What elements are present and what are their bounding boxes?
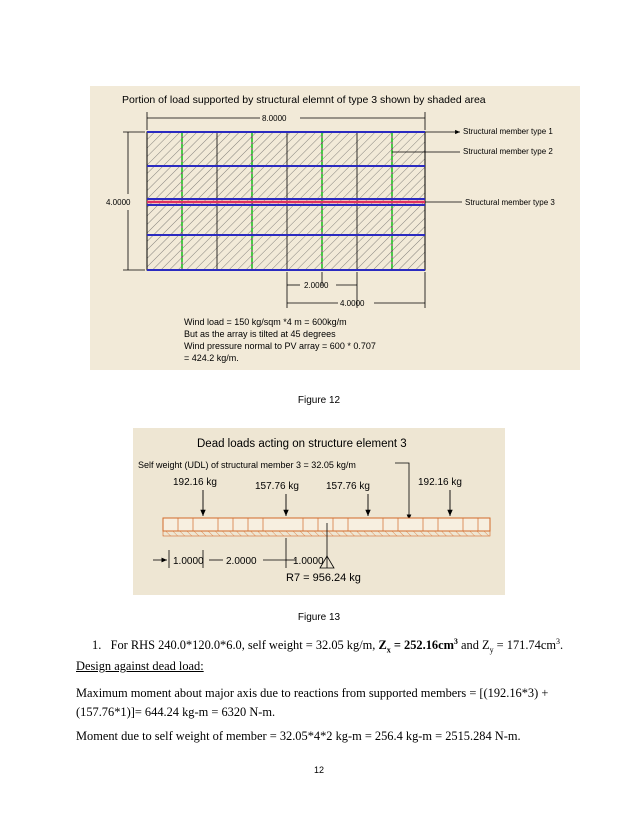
zx-superscript: 3	[453, 637, 458, 646]
wind-note-4: = 424.2 kg/m.	[184, 353, 239, 363]
zx-value: = 252.16cm	[390, 638, 454, 653]
wind-note-1: Wind load = 150 kg/sqm *4 m = 600kg/m	[184, 317, 347, 327]
label-member-type-3: Structural member type 3	[465, 198, 555, 207]
dim-top-label: 8.0000	[262, 114, 287, 123]
zy-superscript: 3	[555, 637, 560, 646]
paragraph-1-line-2: (157.76*1)]= 644.24 kg-m = 6320 N-m.	[76, 705, 276, 719]
list-item-number: 1.	[92, 638, 102, 653]
zy-end: .	[559, 638, 564, 653]
load-label-3: 157.76 kg	[326, 481, 370, 492]
figure-12-caption: Figure 12	[297, 395, 341, 406]
reaction-label: R7 = 956.24 kg	[286, 572, 361, 584]
figure-13-caption: Figure 13	[297, 612, 341, 623]
list-item-text: For RHS 240.0*120.0*6.0, self weight = 32.05 kg/m,	[110, 638, 379, 653]
paragraph-1-line-1: Maximum moment about major axis due to reactions from supported members = [(192.16*3) +	[76, 686, 549, 700]
zy-value: = 171.74cm	[493, 638, 556, 653]
span-label-2: 2.0000	[226, 556, 257, 567]
figure-13-drawing	[133, 428, 505, 595]
paragraph-2: Moment due to self weight of member = 32.05*4*2 kg-m = 256.4 kg-m = 2515.284 N-m.	[76, 729, 521, 743]
wind-note-3: Wind pressure normal to PV array = 600 * 0.707	[184, 341, 376, 351]
label-member-type-1: Structural member type 1	[463, 127, 553, 136]
wind-note-2: But as the array is tilted at 45 degrees	[184, 329, 336, 339]
figure-12-drawing	[90, 86, 580, 370]
dim-left-label: 4.0000	[106, 198, 131, 207]
beam-hatch	[163, 531, 490, 536]
dim-bottom-label: 4.0000	[340, 299, 365, 308]
list-item-1	[92, 632, 563, 660]
span-label-1: 1.0000	[173, 556, 204, 567]
zx-symbol: Z	[378, 638, 387, 653]
span-label-3: 1.0000	[293, 556, 324, 567]
figure-12-title: Portion of load supported by structural elemnt of type 3 shown by shaded area	[122, 94, 486, 106]
page-number: 12	[313, 765, 324, 775]
label-member-type-2: Structural member type 2	[463, 147, 553, 156]
section-heading: Design against dead load:	[76, 659, 204, 673]
load-label-4: 192.16 kg	[418, 477, 462, 488]
zx-subscript: x	[386, 645, 391, 655]
figure-13	[133, 428, 505, 595]
load-arrows	[203, 490, 450, 516]
load-label-1: 192.16 kg	[173, 477, 217, 488]
figure-12	[90, 86, 580, 370]
zy-subscript: y	[489, 645, 494, 655]
beam	[163, 518, 490, 531]
self-weight-leader	[395, 463, 409, 520]
load-label-2: 157.76 kg	[255, 481, 299, 492]
self-weight-label: Self weight (UDL) of structural member 3 = 32.05 kg/m	[138, 460, 356, 470]
figure-13-title: Dead loads acting on structure element 3	[197, 438, 407, 450]
zy-and: and Z	[457, 638, 490, 653]
dim-mid-label: 2.0000	[304, 281, 329, 290]
